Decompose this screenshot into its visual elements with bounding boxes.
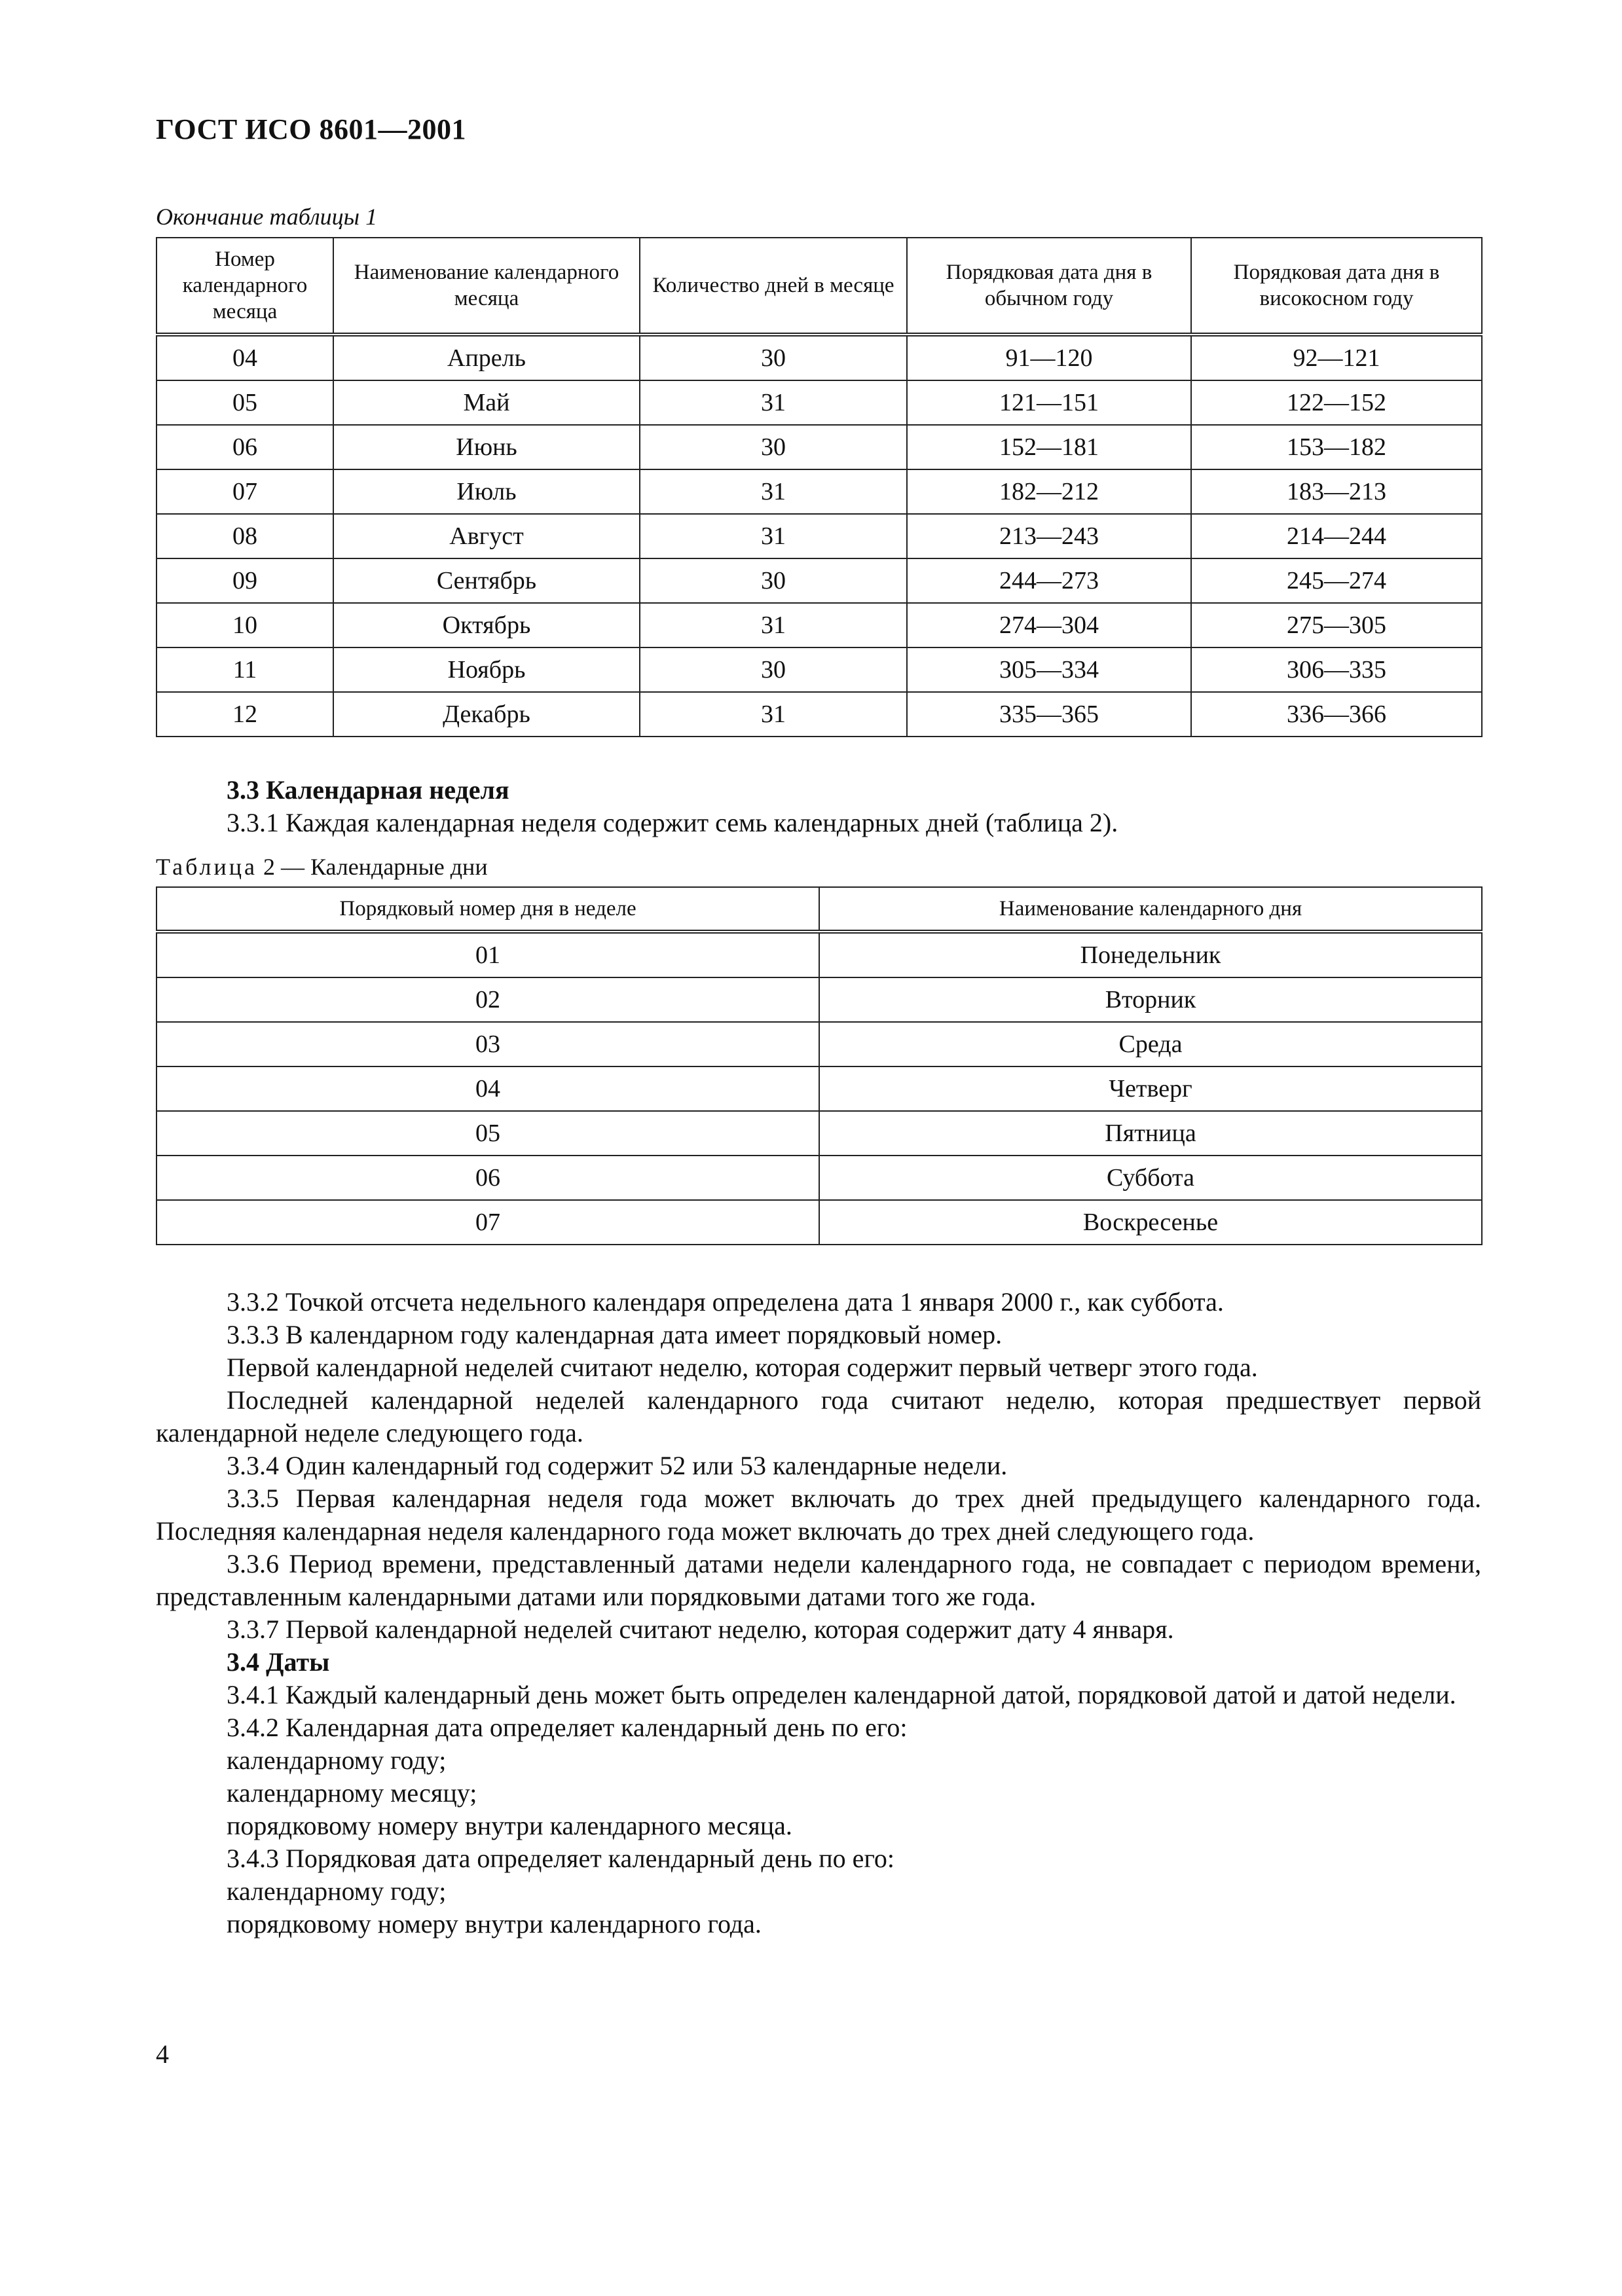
table-cell: 07 [157, 469, 333, 514]
table-cell: 11 [157, 647, 333, 692]
col-header-month-number: Номер календарного месяца [157, 238, 333, 335]
table-row [157, 977, 1482, 1022]
table-cell: 245—274 [1191, 558, 1482, 603]
table-cell: 244—273 [907, 558, 1191, 603]
list-item-ordinal-year: календарному году; [227, 1876, 447, 1906]
table-cell: 09 [157, 558, 333, 603]
table-cell: 31 [640, 692, 907, 737]
table-row [157, 380, 1482, 425]
table-cell: 05 [157, 1111, 819, 1156]
table1-body [157, 335, 1482, 737]
table-cell: 183—213 [1191, 469, 1482, 514]
table-cell: Понедельник [819, 932, 1482, 977]
table-cell: 01 [157, 932, 819, 977]
table-cell: 04 [157, 1066, 819, 1111]
table-cell: 182—212 [907, 469, 1191, 514]
table-cell: Воскресенье [819, 1200, 1482, 1245]
section-heading-3-3: 3.3 Календарная неделя [227, 775, 509, 805]
table-cell: 306—335 [1191, 647, 1482, 692]
table-cell: Июнь [333, 425, 640, 469]
col-header-ordinal-common: Порядковая дата дня в обычном году [907, 238, 1191, 335]
table-cell: 153—182 [1191, 425, 1482, 469]
col-header-ordinal-leap: Порядковая дата дня в високосном году [1191, 238, 1482, 335]
col-header-month-name: Наименование календарного месяца [333, 238, 640, 335]
paragraph-3-3-4: 3.3.4 Один календарный год содержит 52 или 53 календарные недели. [227, 1451, 1008, 1480]
list-item-day-of-year: порядковому номеру внутри календарного года. [227, 1909, 762, 1939]
paragraph-3-3-3: 3.3.3 В календарном году календарная дата имеет порядковый номер. [227, 1320, 1003, 1349]
body-text [156, 1286, 1481, 1941]
table-row [157, 469, 1482, 514]
table-row [157, 603, 1482, 647]
page-number: 4 [156, 2039, 169, 2069]
document-header: ГОСТ ИСО 8601—2001 [156, 113, 467, 145]
table-weekdays [156, 886, 1483, 1245]
table-cell: 213—243 [907, 514, 1191, 558]
table-cell: 12 [157, 692, 333, 737]
table-cell: Декабрь [333, 692, 640, 737]
table-cell: 335—365 [907, 692, 1191, 737]
table-cell: 214—244 [1191, 514, 1482, 558]
table-row [157, 1111, 1482, 1156]
table-row [157, 692, 1482, 737]
paragraph-3-3-2: 3.3.2 Точкой отсчета недельного календаря определена дата 1 января 2000 г., как суббота. [227, 1287, 1224, 1317]
col-header-day-number: Порядковый номер дня в неделе [157, 887, 819, 932]
paragraph-3-4-1: 3.4.1 Каждый календарный день может быть определен календарной датой, порядковой датой и датой недели. [227, 1680, 1456, 1709]
table-cell: 04 [157, 335, 333, 380]
table-cell: Август [333, 514, 640, 558]
table-cell: 31 [640, 380, 907, 425]
table2-body [157, 932, 1482, 1245]
table-cell: Октябрь [333, 603, 640, 647]
table-row [157, 647, 1482, 692]
table-cell: Пятница [819, 1111, 1482, 1156]
table-cell: 08 [157, 514, 333, 558]
table-cell: 05 [157, 380, 333, 425]
table-cell: 152—181 [907, 425, 1191, 469]
table-cell: Четверг [819, 1066, 1482, 1111]
table-cell: 02 [157, 977, 819, 1022]
table-cell: 274—304 [907, 603, 1191, 647]
document-page [156, 98, 1481, 1941]
table-cell: 336—366 [1191, 692, 1482, 737]
table-row [157, 558, 1482, 603]
paragraph-3-3-5: 3.3.5 Первая календарная неделя года может включать до трех дней предыдущего календарного года. Последняя календарная неделя календарного года может включать до трех дней следующего года. [156, 1484, 1481, 1546]
table1-header-row [157, 238, 1482, 335]
table-cell: Среда [819, 1022, 1482, 1066]
table-cell: 10 [157, 603, 333, 647]
table-cell: Суббота [819, 1156, 1482, 1200]
table2-title-label: Таблица [156, 854, 257, 880]
table-cell: Ноябрь [333, 647, 640, 692]
table-cell: 305—334 [907, 647, 1191, 692]
table-cell: Апрель [333, 335, 640, 380]
table-row [157, 425, 1482, 469]
list-item-calendar-year: календарному году; [227, 1745, 447, 1775]
table-row [157, 1200, 1482, 1245]
table-cell: 06 [157, 1156, 819, 1200]
paragraph-3-3-7: 3.3.7 Первой календарной неделей считают неделю, которая содержит дату 4 января. [227, 1614, 1174, 1644]
table-cell: Сентябрь [333, 558, 640, 603]
col-header-days-count: Количество дней в месяце [640, 238, 907, 335]
table-cell: 275—305 [1191, 603, 1482, 647]
table-cell: 121—151 [907, 380, 1191, 425]
table-cell: 07 [157, 1200, 819, 1245]
table-cell: 30 [640, 335, 907, 380]
col-header-day-name: Наименование календарного дня [819, 887, 1482, 932]
table-cell: 06 [157, 425, 333, 469]
table-cell: 31 [640, 514, 907, 558]
table-cell: 30 [640, 425, 907, 469]
paragraph-3-3-3-b: Первой календарной неделей считают неделю, которая содержит первый четверг этого года. [227, 1353, 1258, 1382]
table-row [157, 1156, 1482, 1200]
section-heading-3-4: 3.4 Даты [227, 1647, 330, 1677]
table-cell: 122—152 [1191, 380, 1482, 425]
table-months [156, 237, 1483, 737]
table-cell: 30 [640, 647, 907, 692]
table-cell: 03 [157, 1022, 819, 1066]
table-row [157, 1066, 1482, 1111]
list-item-day-of-month: порядковому номеру внутри календарного месяца. [227, 1811, 792, 1840]
paragraph-3-3-3-c: Последней календарной неделей календарного года считают неделю, которая предшествует первой календарной неделе следующего года. [156, 1385, 1481, 1448]
table2-title-rest: 2 — Календарные дни [257, 854, 488, 880]
table2-title [156, 847, 1481, 886]
table-row [157, 932, 1482, 977]
table-cell: Май [333, 380, 640, 425]
table-cell: 31 [640, 603, 907, 647]
paragraph-3-3-6: 3.3.6 Период времени, представленный датами недели календарного года, не совпадает с периодом времени, представленным календарными датами или порядковыми датами того же года. [156, 1549, 1481, 1611]
table1-caption: Окончание таблицы 1 [156, 204, 378, 230]
paragraph-3-4-2: 3.4.2 Календарная дата определяет календарный день по его: [227, 1713, 908, 1742]
paragraph-3-3-1: 3.3.1 Каждая календарная неделя содержит семь календарных дней (таблица 2). [227, 808, 1118, 837]
paragraph-3-4-3: 3.4.3 Порядковая дата определяет календарный день по его: [227, 1844, 894, 1873]
table-row [157, 514, 1482, 558]
table-cell: Июль [333, 469, 640, 514]
table-cell: 92—121 [1191, 335, 1482, 380]
table-row [157, 335, 1482, 380]
table2-header-row [157, 887, 1482, 932]
table-cell: 31 [640, 469, 907, 514]
table-cell: Вторник [819, 977, 1482, 1022]
table-cell: 91—120 [907, 335, 1191, 380]
table-row [157, 1022, 1482, 1066]
list-item-calendar-month: календарному месяцу; [227, 1778, 477, 1808]
table-cell: 30 [640, 558, 907, 603]
